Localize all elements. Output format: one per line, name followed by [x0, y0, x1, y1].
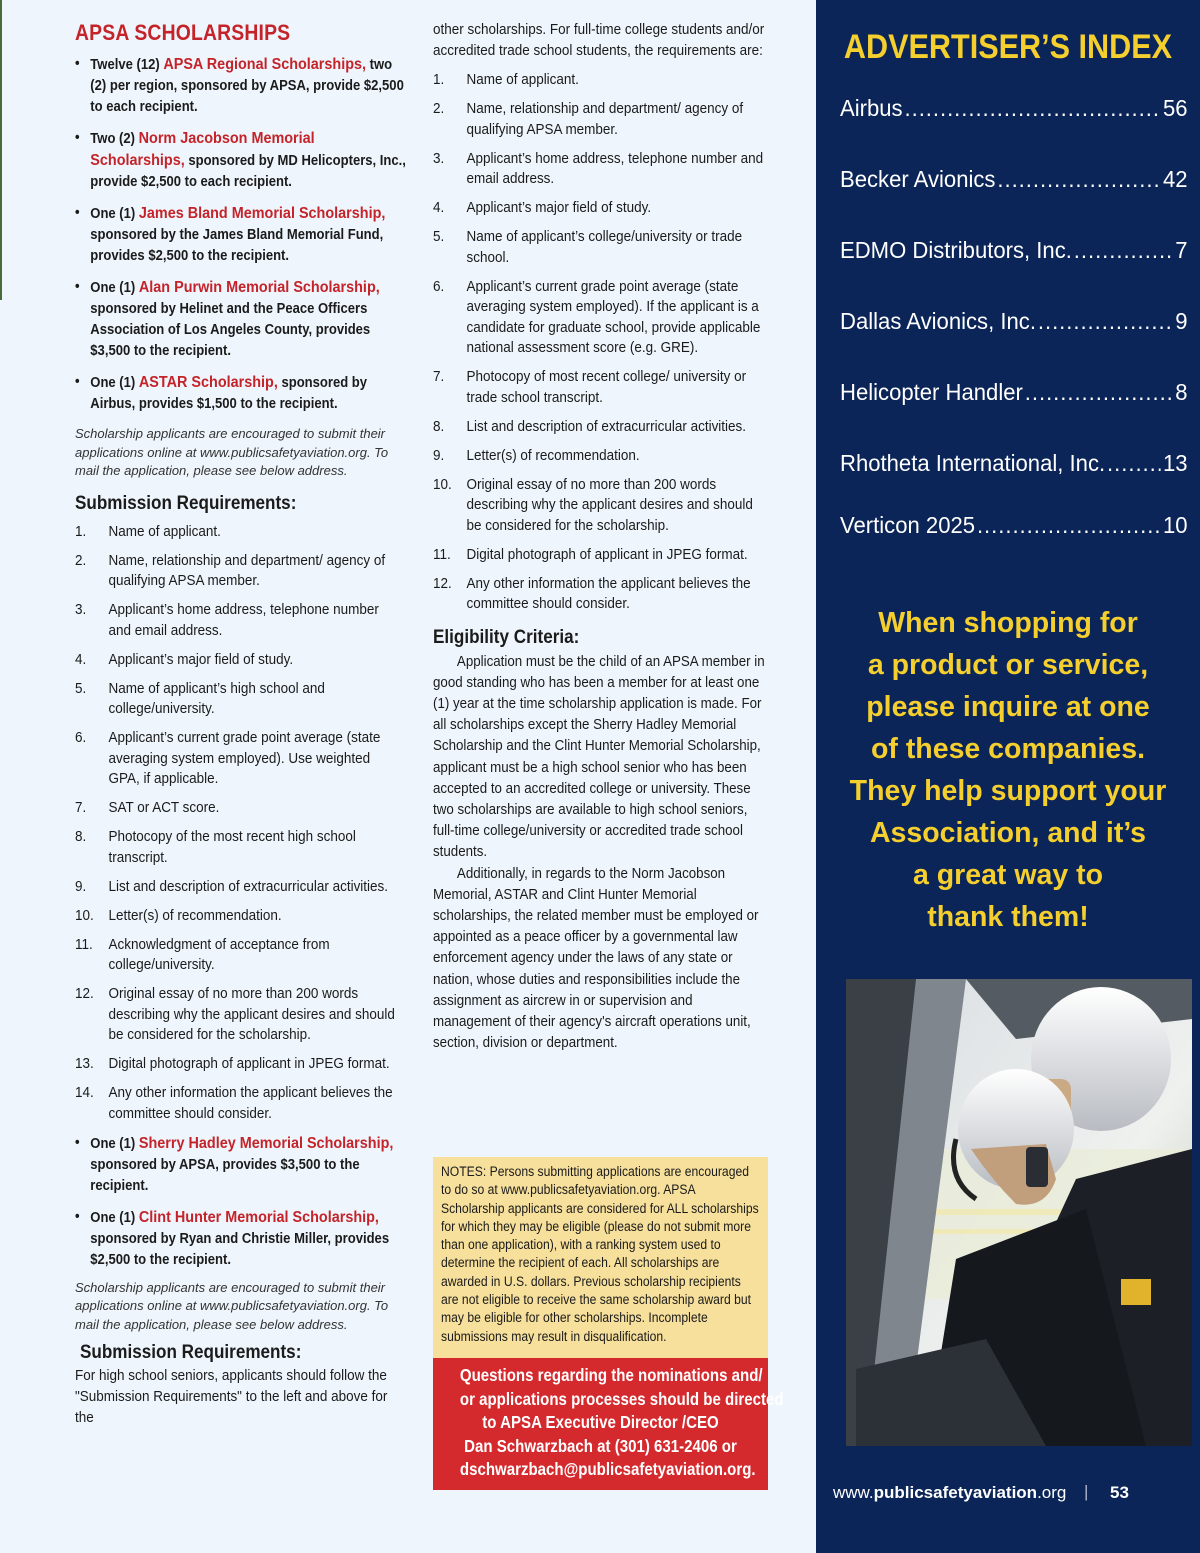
message-line: of these companies.: [871, 733, 1145, 765]
advertiser-page: 13: [1162, 450, 1188, 476]
notes-text: NOTES: Persons submitting applications are encouraged to do so at www.publicsafetyaviation.org. APSA Scholarship applicants are considered for ALL scholarships for which they may be eligible (please do not submit more than one application), with a ranking system used to determine the recipient of each. All scholarships are awarded in U.S. dollars. Previous scholarship recipients are not eligible to receive the same scholarship award but may be eligible for other scholarships. Incomplete submissions may result in disqualification.: [441, 1164, 759, 1344]
scholarship-count: One (1): [90, 375, 139, 391]
item-text: Letter(s) of recommendation.: [108, 907, 282, 924]
item-number: 11.: [433, 546, 451, 563]
item-number: 10.: [75, 907, 94, 924]
scholarship-item: [75, 1207, 408, 1271]
dot-leader: [1038, 308, 1173, 335]
message-line: a product or service,: [867, 649, 1149, 681]
scholarship-name: James Bland Memorial Scholarship,: [138, 205, 386, 222]
advertiser-page: 8: [1175, 379, 1188, 405]
advertiser-sidebar: [816, 0, 1200, 1553]
advertiser-entry: [840, 237, 1188, 308]
message-line: When shopping for: [878, 607, 1138, 639]
requirement-item: [75, 935, 401, 976]
advertiser-name: Verticon 2025: [840, 512, 976, 538]
advertiser-page: 10: [1162, 512, 1188, 538]
item-text: Applicant’s home address, telephone number and email address.: [108, 602, 379, 639]
item-text: Name of applicant’s high school and college/university.: [108, 680, 325, 717]
scholarship-count: One (1): [90, 1135, 139, 1152]
item-number: 9.: [433, 447, 445, 464]
scholarship-details: sponsored by Ryan and Christie Miller, provides $2,500 to the recipient.: [90, 1230, 390, 1268]
requirement-item: [75, 1054, 401, 1075]
item-text: Applicant’s current grade point average (state averaging system employed). Use weighted GPA, if applicable.: [108, 730, 381, 787]
column-left: [75, 20, 410, 1429]
item-text: Applicant’s home address, telephone number and email address.: [466, 150, 764, 187]
scholarship-details: sponsored by Helinet and the Peace Officers Association of Los Angeles County, provides $3,500 to the recipient.: [90, 301, 371, 359]
requirement-item: [433, 574, 768, 615]
page-number: 53: [1110, 1483, 1129, 1502]
support-message: [816, 602, 1200, 938]
notes-box: [433, 1157, 768, 1358]
online-submission-note: Scholarship applicants are encouraged to submit their applications online at www.publicsafetyaviation.org. To mail the application, please see below address.: [75, 426, 389, 478]
item-text: Applicant’s current grade point average (state averaging system employed). If the applicant is a candidate for graduate school, provide applicable national assessment score (e.g. GRE).: [466, 278, 761, 356]
eligibility-paragraph-1: Application must be the child of an APSA member in good standing who has been a member for at least one (1) year at the time scholarship application is made. For all scholarships except the Sherry Hadley Memorial Scholarship and the Clint Hunter Memorial Scholarship, applicant must be a high school senior who has been accepted to an accredited college or university. These two scholarships are available to high school seniors, full-time college/university or accredited trade school students.: [433, 653, 765, 861]
scholarship-count: One (1): [90, 1209, 139, 1226]
requirement-item: [433, 475, 768, 537]
column-middle: [433, 20, 773, 1054]
advertiser-entry: [840, 95, 1188, 166]
item-number: 3.: [433, 150, 445, 167]
requirement-item: [75, 728, 401, 790]
scholarship-details: sponsored by the James Bland Memorial Fund, provides $2,500 to the recipient.: [90, 227, 384, 264]
scholarship-details: sponsored by APSA, provides $3,500 to the recipient.: [90, 1156, 360, 1194]
scholarship-name: Clint Hunter Memorial Scholarship,: [138, 1208, 379, 1226]
eligibility-heading: Eligibility Criteria:: [433, 626, 580, 648]
requirement-item: [75, 906, 401, 927]
item-text: List and description of extracurricular activities.: [108, 878, 389, 895]
item-text: Photocopy of most recent college/ university or trade school transcript.: [466, 369, 747, 406]
requirement-item: [75, 877, 401, 898]
website-url[interactable]: [833, 1483, 1066, 1503]
advertiser-name: Helicopter Handler: [840, 379, 1023, 405]
dot-leader: [977, 512, 1161, 539]
item-text: Name, relationship and department/ agency of qualifying APSA member.: [108, 552, 386, 589]
message-line: They help support your: [849, 775, 1167, 807]
item-number: 13.: [75, 1056, 94, 1072]
scholarship-name: APSA Regional Scholarships,: [163, 56, 367, 73]
scholarship-details: two (2) per region, sponsored by APSA, provide $2,500 to each recipient.: [90, 57, 404, 115]
message-line: thank them!: [927, 901, 1089, 933]
item-text: SAT or ACT score.: [108, 800, 220, 816]
requirement-item: [433, 99, 768, 140]
advertiser-entry: [840, 308, 1188, 379]
submission-requirements-heading: Submission Requirements:: [75, 492, 297, 514]
requirement-item: [433, 446, 768, 467]
requirement-item: [433, 227, 768, 268]
item-text: Letter(s) of recommendation.: [466, 447, 640, 464]
scholarship-name: ASTAR Scholarship,: [138, 374, 278, 391]
item-number: 4.: [75, 651, 87, 668]
item-number: 3.: [75, 602, 87, 618]
requirement-item: [433, 367, 768, 408]
scholarship-item: [75, 128, 408, 193]
message-line: please inquire at one: [866, 691, 1150, 723]
item-text: Name of applicant.: [466, 72, 579, 88]
advertiser-page: 7: [1175, 237, 1188, 263]
advertiser-name: Rhotheta International, Inc.: [840, 450, 1106, 476]
scholarship-item: [75, 54, 408, 118]
advertiser-index-title: ADVERTISER’S INDEX: [843, 28, 1173, 66]
item-number: 8.: [433, 418, 445, 435]
item-text: Acknowledgment of acceptance from college/university.: [108, 936, 330, 973]
requirement-item: [75, 827, 401, 868]
scholarship-item: [75, 277, 408, 362]
item-number: 12.: [75, 986, 94, 1002]
scholarship-details: sponsored by MD Helicopters, Inc., provide $2,500 to each recipient.: [90, 153, 406, 190]
advertiser-entry: [840, 450, 1188, 512]
url-domain: publicsafetyaviation: [873, 1483, 1038, 1502]
requirement-item: [433, 149, 768, 190]
advertiser-page: 9: [1175, 308, 1188, 334]
requirement-item: [75, 551, 401, 592]
scholarship-details: sponsored by Airbus, provides $1,500 to the recipient.: [90, 375, 368, 412]
scholarship-count: One (1): [90, 206, 139, 222]
scholarship-name: Alan Purwin Memorial Scholarship,: [138, 279, 380, 296]
requirement-item: [75, 798, 401, 819]
scholarship-list: [75, 54, 410, 415]
scholarship-list-2: [75, 1133, 410, 1271]
item-text: Original essay of no more than 200 words describing why the applicant desires and should be considered for the scholarship.: [466, 476, 753, 534]
contact-line: Questions regarding the nominations and/: [459, 1365, 763, 1385]
requirement-item: [433, 277, 768, 359]
advertiser-page: 42: [1162, 166, 1188, 192]
item-number: 10.: [433, 476, 452, 493]
online-submission-note-2: Scholarship applicants are encouraged to submit their applications online at www.publicsafetyaviation.org. To mail the application, please see below address.: [75, 1279, 389, 1332]
contact-email: dschwarzbach@publicsafetyaviation.org.: [459, 1459, 756, 1479]
item-text: Name, relationship and department/ agency of qualifying APSA member.: [466, 101, 744, 138]
item-number: 11.: [75, 936, 93, 953]
item-number: 1.: [433, 72, 445, 88]
crew-illustration: [846, 979, 1192, 1446]
dot-leader: [905, 95, 1162, 122]
item-number: 4.: [433, 200, 445, 216]
item-number: 5.: [433, 229, 445, 245]
message-line: a great way to: [912, 859, 1104, 891]
item-number: 9.: [75, 878, 87, 895]
requirement-item: [75, 522, 401, 543]
requirement-item: [433, 545, 768, 566]
requirement-item: [433, 417, 768, 438]
item-number: 6.: [433, 278, 445, 295]
item-number: 5.: [75, 680, 87, 697]
item-text: Any other information the applicant believes the committee should consider.: [108, 1085, 393, 1122]
submission-requirements-heading-2: Submission Requirements:: [80, 1342, 302, 1363]
left-edge-rule: [0, 0, 2, 300]
item-number: 12.: [433, 575, 452, 592]
requirement-item: [75, 984, 401, 1046]
advertiser-name: Dallas Avionics, Inc.: [840, 308, 1036, 334]
requirement-item: [75, 1083, 401, 1124]
contact-line: Dan Schwarzbach at (301) 631-2406 or: [464, 1435, 737, 1456]
requirements-list: [75, 522, 410, 1125]
item-text: Photocopy of the most recent high school transcript.: [108, 829, 356, 866]
item-text: Applicant’s major field of study.: [108, 651, 294, 668]
item-text: Original essay of no more than 200 words describing why the applicant desires and should be considered for the scholarship.: [108, 986, 395, 1043]
requirement-item: [75, 650, 401, 671]
requirement-item: [433, 198, 768, 219]
eligibility-paragraph-2: Additionally, in regards to the Norm Jacobson Memorial, ASTAR and Clint Hunter Memorial scholarships, the related member must be employed or appointed as a peace officer by a governmental law enforcement agency under the laws of any state or nation, whose duties and responsibilities include the assignment as aircrew in or supervision and management of their agency's aircraft operations unit, section, division or department.: [433, 865, 759, 1052]
scholarship-name: Sherry Hadley Memorial Scholarship,: [138, 1134, 394, 1152]
item-number: 7.: [433, 369, 445, 385]
requirements-intro: other scholarships. For full-time college students and/or accredited trade school students, the requirements are:: [433, 22, 765, 59]
advertiser-name: Airbus: [840, 95, 903, 121]
item-text: Any other information the applicant believes the committee should consider.: [466, 575, 751, 612]
item-text: List and description of extracurricular activities.: [466, 418, 747, 435]
advertiser-entry: [840, 512, 1188, 583]
advertiser-name: Becker Avionics: [840, 166, 996, 192]
dot-leader: [997, 166, 1161, 193]
item-text: Applicant’s major field of study.: [466, 200, 652, 216]
requirement-item: [433, 70, 768, 91]
advertiser-entry: [840, 379, 1188, 450]
item-text: Name of applicant’s college/university or trade school.: [466, 229, 743, 266]
item-number: 6.: [75, 730, 87, 746]
url-prefix: www.: [833, 1483, 874, 1502]
scholarship-count: Twelve (12): [90, 57, 164, 73]
item-number: 1.: [75, 523, 87, 540]
scholarship-name: Norm Jacobson Memorial Scholarships,: [90, 130, 315, 169]
requirement-item: [75, 600, 401, 641]
dot-leader: [1107, 450, 1161, 477]
item-number: 2.: [433, 101, 445, 117]
scholarship-count: One (1): [90, 280, 139, 296]
high-school-seniors-note: For high school seniors, applicants should follow the "Submission Requirements" to the left and above for the: [75, 1368, 388, 1426]
item-text: Name of applicant.: [108, 523, 221, 540]
url-suffix: .org: [1037, 1483, 1067, 1502]
requirement-item: [75, 679, 401, 720]
item-text: Digital photograph of applicant in JPEG format.: [108, 1056, 390, 1072]
dot-leader: [1025, 379, 1174, 406]
helicopter-crew-photo: [846, 979, 1192, 1446]
dot-leader: [1074, 237, 1174, 264]
item-number: 14.: [75, 1085, 94, 1101]
item-number: 8.: [75, 829, 87, 845]
footer-separator: |: [1084, 1482, 1089, 1501]
advertiser-list: [840, 95, 1188, 583]
advertiser-entry: [840, 166, 1188, 237]
contact-box: [433, 1358, 784, 1490]
item-number: 7.: [75, 800, 87, 816]
message-line: Association, and it’s: [869, 817, 1147, 849]
scholarship-count: Two (2): [90, 131, 139, 147]
item-number: 2.: [75, 552, 87, 569]
item-text: Digital photograph of applicant in JPEG format.: [466, 546, 748, 563]
contact-line: or applications processes should be directed: [459, 1388, 784, 1409]
scholarship-item: [75, 372, 408, 415]
advertiser-page: 56: [1162, 95, 1188, 121]
advertiser-name: EDMO Distributors, Inc.: [840, 237, 1072, 263]
scholarship-item: [75, 203, 408, 267]
contact-line: to APSA Executive Director /CEO: [482, 1412, 719, 1432]
scholarship-item: [75, 1133, 408, 1197]
college-requirements-list: [433, 70, 773, 615]
section-title: APSA SCHOLARSHIPS: [75, 20, 291, 45]
